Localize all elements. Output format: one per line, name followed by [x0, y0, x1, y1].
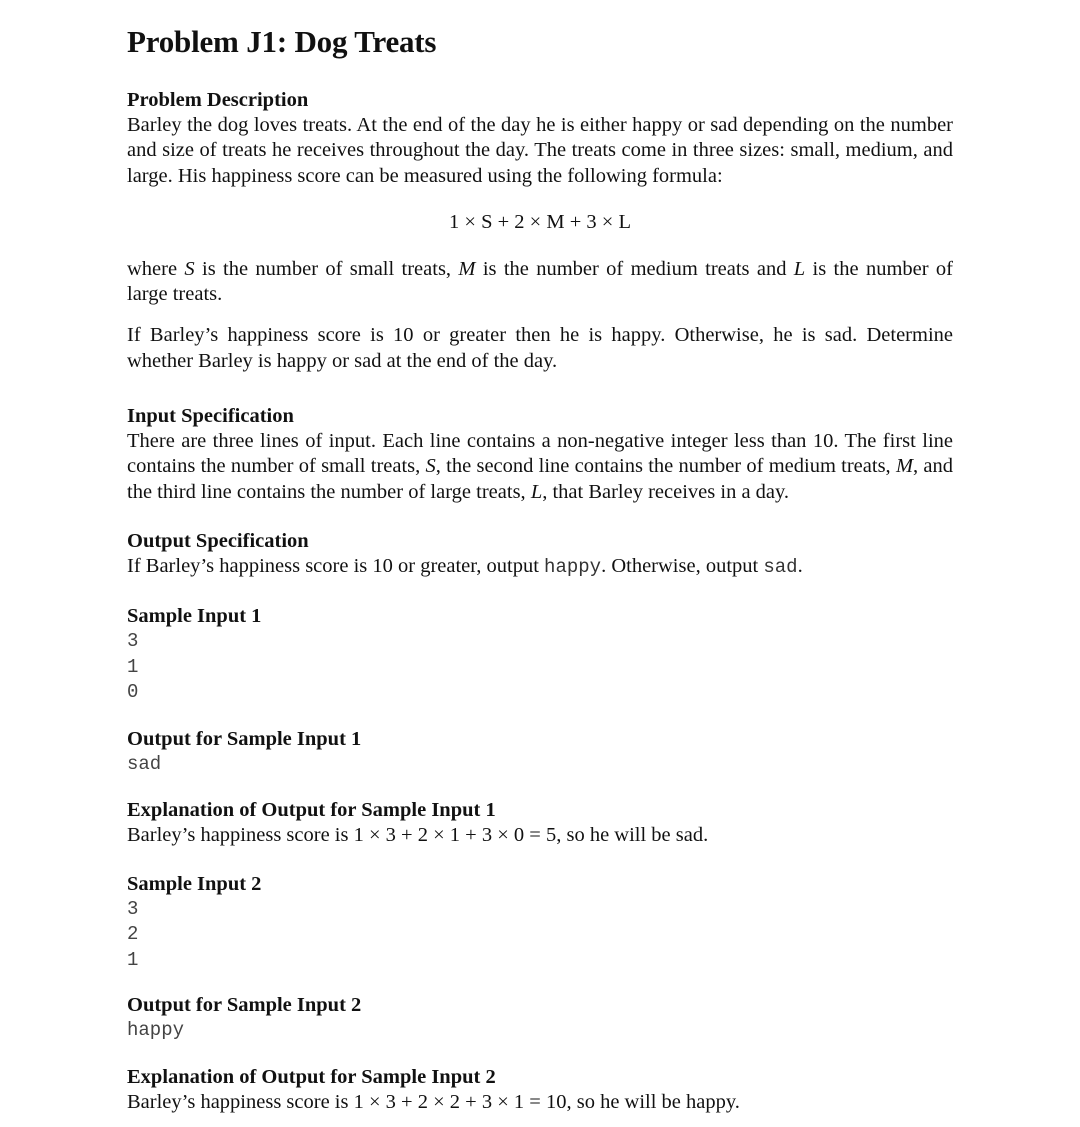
- input-specification-section: [127, 404, 953, 505]
- input-var-l: L: [530, 480, 543, 503]
- page-title: Problem J1: Dog Treats: [127, 24, 437, 59]
- input-spec-text-2: , the second line contains the number of medium treats,: [435, 455, 896, 478]
- sample-explanation-2-section: [127, 1065, 953, 1115]
- sample-output-1-section: [127, 727, 953, 778]
- sample-input-1-line: 0: [127, 681, 139, 704]
- var-m: M: [458, 257, 476, 280]
- input-spec-text-3: , and the third line contains the number of large treats,: [127, 455, 953, 503]
- happy-condition-text: If Barley’s happiness score is 10 or greater then he is happy. Otherwise, he is sad. Determine whether Barley is happy or sad at the end of the day.: [127, 324, 953, 372]
- output-spec-text-1: If Barley’s happiness score is 10 or greater, output: [127, 554, 545, 577]
- sample-explanation-1-heading: Explanation of Output for Sample Input 1: [127, 799, 496, 822]
- sample-input-2-section: [127, 872, 953, 974]
- sample-input-1-heading: Sample Input 1: [127, 605, 262, 628]
- where-text-4: is the number of large treats.: [127, 257, 953, 306]
- where-text-1: where: [127, 257, 185, 280]
- explanation-1-text-2: , so he will be sad.: [556, 824, 709, 847]
- happiness-formula-block: [127, 210, 953, 235]
- explanation-1-math: 1 × 3 + 2 × 1 + 3 × 0 = 5: [353, 824, 557, 847]
- sample-input-1-section: [127, 604, 953, 706]
- where-text-2: is the number of small treats,: [194, 257, 459, 280]
- explanation-2-text-1: Barley’s happiness score is: [127, 1090, 354, 1113]
- sample-output-1-value: sad: [127, 752, 162, 775]
- sample-input-2-line: 1: [127, 948, 139, 971]
- input-var-m: M: [895, 455, 914, 478]
- sample-input-1-line: 1: [127, 655, 139, 678]
- sample-output-2-value: happy: [127, 1019, 185, 1042]
- sample-output-2-section: [127, 993, 953, 1044]
- input-spec-text-4: , that Barley receives in a day.: [542, 480, 790, 503]
- where-text-3: is the number of medium treats and: [475, 257, 794, 280]
- output-specification-section: [127, 529, 953, 580]
- problem-description-heading: Problem Description: [127, 89, 309, 111]
- problem-page: [127, 0, 953, 1115]
- formula-variables-explanation: [127, 257, 953, 308]
- sample-input-2-line: 2: [127, 923, 139, 946]
- output-spec-text-3: .: [797, 554, 803, 577]
- sample-explanation-2-heading: Explanation of Output for Sample Input 2: [127, 1065, 496, 1088]
- output-specification-heading: Output Specification: [127, 529, 309, 552]
- sample-input-1-line: 3: [127, 630, 139, 653]
- happiness-formula: 1 × S + 2 × M + 3 × L: [449, 210, 631, 233]
- sample-explanation-1-section: [127, 798, 953, 848]
- output-spec-text-2: . Otherwise, output: [601, 554, 764, 577]
- output-code-sad: sad: [763, 555, 798, 578]
- explanation-2-text-2: , so he will be happy.: [566, 1090, 740, 1113]
- explanation-1-text-1: Barley’s happiness score is: [127, 824, 354, 847]
- sample-output-2-heading: Output for Sample Input 2: [127, 994, 362, 1017]
- problem-description-section: [127, 88, 953, 189]
- sample-input-2-heading: Sample Input 2: [127, 872, 262, 895]
- input-spec-text-1: There are three lines of input. Each line contains a non-negative integer less than 10. The first line contains the number of small treats,: [127, 430, 953, 478]
- problem-description-text: Barley the dog loves treats. At the end of the day he is either happy or sad depending on the number and size of treats he receives throughout the day. The treats come in three sizes: small, medium, and large. His happiness score can be measured using the following formula:: [127, 114, 953, 187]
- happy-condition-paragraph: [127, 323, 953, 374]
- sample-output-1-heading: Output for Sample Input 1: [127, 727, 362, 750]
- sample-input-2-line: 3: [127, 897, 139, 920]
- input-specification-heading: Input Specification: [127, 405, 294, 428]
- input-var-s: S: [425, 455, 436, 478]
- explanation-2-math: 1 × 3 + 2 × 2 + 3 × 1 = 10: [353, 1090, 567, 1113]
- var-s: S: [184, 257, 195, 280]
- output-code-happy: happy: [544, 555, 602, 578]
- var-l: L: [793, 257, 806, 280]
